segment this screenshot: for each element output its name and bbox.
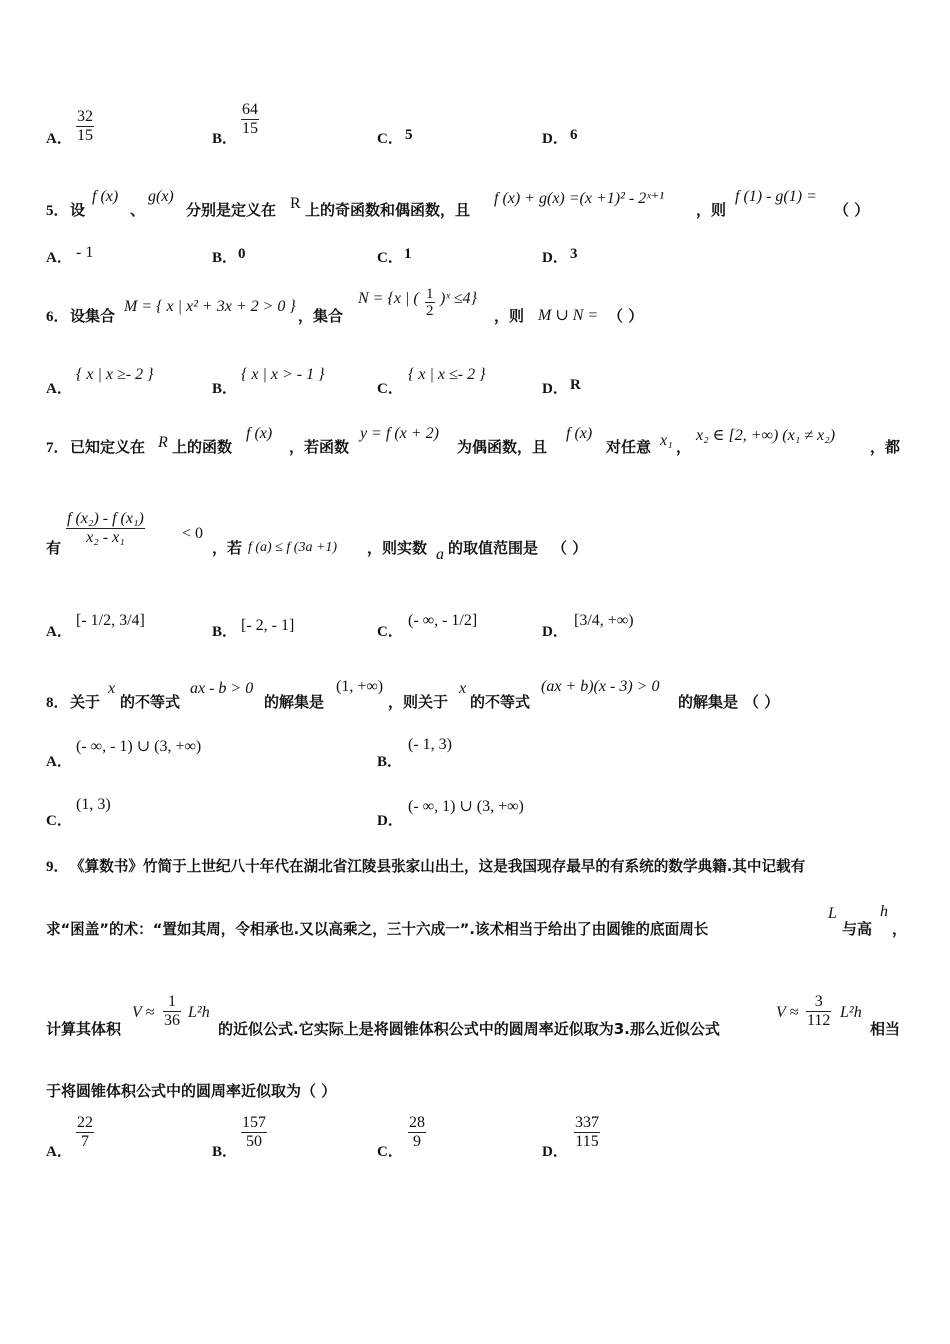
numerator: 64 (242, 101, 258, 118)
math-L: L (828, 905, 837, 922)
question-text: 的近似公式.它实际上是将圆锥体积公式中的圆周率近似取为3.那么近似公式 (218, 1020, 720, 1038)
numerator: 1 (426, 286, 434, 302)
numerator: 22 (77, 1114, 93, 1131)
option-a-label: A． (46, 754, 72, 770)
denominator: 115 (575, 1133, 599, 1150)
math-h: h (880, 903, 888, 920)
math-g: g(x) (148, 188, 174, 205)
math-equation: f (x) + g(x) =(x +1)² - 2ˣ⁺¹ (494, 190, 664, 207)
numerator: 337 (575, 1114, 599, 1131)
question-text: ， (676, 438, 692, 456)
denominator: 36 (164, 1012, 180, 1029)
option-c-label: C． (46, 813, 72, 829)
question-text: 对任意 (606, 438, 652, 456)
option-a-value: (- ∞, - 1) ∪ (3, +∞) (76, 738, 202, 755)
question-text: ，若 (212, 539, 243, 557)
question-text: ，则实数 (367, 539, 428, 557)
math-set-M: M = { x | x² + 3x + 2 > 0 } (124, 298, 296, 315)
option-b-label: B． (212, 624, 238, 640)
question-text: ，则 (696, 201, 727, 219)
option-b-value: (- 1, 3) (408, 736, 452, 753)
math-fraction-3-112 (806, 993, 831, 1030)
question-number: 7． (46, 440, 69, 456)
numerator: f (x₂) - f (x₁) (67, 510, 144, 527)
denominator: 9 (413, 1133, 421, 1150)
option-c-value: { x | x ≤- 2 } (408, 366, 486, 383)
option-c-value: (- ∞, - 1/2] (408, 612, 478, 629)
denominator: 15 (242, 120, 258, 137)
option-d-label: D． (542, 131, 568, 147)
option-a-label: A． (46, 1144, 72, 1160)
question-text: ，都 (870, 438, 901, 456)
answer-paren: （ ） (744, 693, 780, 711)
numerator: 32 (77, 108, 93, 125)
math-difference-quotient (66, 510, 145, 547)
option-c-label: C． (377, 624, 403, 640)
question-text: ，若函数 (289, 438, 350, 456)
option-c-value: (1, 3) (76, 796, 111, 813)
question-text: 设 (70, 201, 86, 219)
option-d-value: [3/4, +∞) (574, 612, 634, 629)
denominator: 15 (77, 127, 93, 144)
option-a-label: A． (46, 131, 72, 147)
math-R: R (158, 434, 168, 451)
option-c-label: C． (377, 250, 403, 266)
question-number: 9． (46, 859, 69, 875)
option-d-label: D． (542, 624, 568, 640)
math-y: y = f (x + 2) (360, 425, 439, 442)
question-text: 的解集是 (678, 693, 739, 711)
answer-paren: （ ） (608, 307, 644, 325)
math-fraction-half (425, 286, 435, 319)
question-text: 、 (130, 201, 146, 219)
numerator: 157 (242, 1114, 266, 1131)
option-b-value: [- 2, - 1] (241, 617, 295, 634)
math-x1: x₁ (660, 432, 673, 449)
math-f: f (x) (246, 425, 273, 442)
option-d-label: D． (377, 813, 403, 829)
answer-paren: （ ） (834, 201, 870, 219)
denominator: 50 (246, 1133, 262, 1150)
option-c-label: C． (377, 131, 403, 147)
question-text: 分别是定义在 (186, 201, 277, 219)
math-inequality: f (a) ≤ f (3a +1) (248, 540, 338, 555)
option-a-fraction (76, 108, 94, 145)
math-ask: f (1) - g(1) = (735, 188, 817, 205)
option-b-label: B． (212, 1144, 238, 1160)
question-text: ，则关于 (388, 693, 449, 711)
question-text: 相当 (870, 1020, 901, 1038)
option-d-value: R (570, 377, 581, 393)
denominator: 2 (426, 303, 434, 319)
denominator: 7 (81, 1133, 89, 1150)
option-d-label: D． (542, 1144, 568, 1160)
question-text: 计算其体积 (46, 1020, 122, 1038)
question-text: 于将圆锥体积公式中的圆周率近似取为（ ） (46, 1082, 337, 1100)
math-lt-zero: < 0 (182, 525, 204, 542)
question-text: 的不等式 (470, 693, 531, 711)
question-text: 有 (46, 539, 62, 557)
math-ask: M ∪ N = (538, 307, 599, 324)
question-text: 上的奇函数和偶函数，且 (305, 201, 471, 219)
numerator: 1 (168, 993, 176, 1010)
question-text: 求“囷盖”的术：“置如其周，令相承也.又以高乘之，三十六成一”.该术相当于给出了由圆锥的底面周长 (46, 921, 709, 938)
math-x: x (108, 680, 116, 697)
question-text: ，集合 (298, 307, 344, 325)
math-a: a (436, 546, 444, 563)
math-R: R (290, 195, 301, 212)
question-text: 《算数书》竹简于上世纪八十年代在湖北省江陵县张家山出土，这是我国现存最早的有系统的数学典籍.其中记载有 (70, 858, 806, 875)
math-solution-set: (1, +∞) (336, 678, 384, 695)
option-b-fraction (241, 101, 259, 138)
math-set-N-tail: )ˣ ≤4} (440, 290, 478, 307)
question-text: 为偶函数，且 (457, 438, 548, 456)
answer-paren: （ ） (552, 539, 588, 557)
math-f: f (x) (566, 425, 593, 442)
question-text: 与高 (842, 920, 873, 938)
math-approx: V ≈ (132, 1004, 155, 1021)
option-d-value: 6 (570, 127, 578, 143)
option-c-fraction (408, 1114, 426, 1151)
question-number: 6． (46, 309, 69, 325)
option-c-value: 1 (404, 246, 412, 262)
denominator: x₂ - x₁ (86, 529, 125, 546)
question-text: ， (892, 920, 908, 938)
option-c-label: C． (377, 381, 403, 397)
question-text: 关于 (70, 693, 101, 711)
math-approx: V ≈ (776, 1004, 799, 1021)
option-d-value: 3 (570, 246, 578, 262)
option-b-value: { x | x > - 1 } (241, 366, 325, 383)
question-text: 的取值范围是 (448, 539, 539, 557)
option-b-label: B． (212, 250, 238, 266)
math-x: x (459, 680, 467, 697)
math-fraction-1-36 (163, 993, 181, 1030)
option-d-label: D． (542, 250, 568, 266)
math-f: f (x) (92, 188, 119, 205)
question-text: ，则 (494, 307, 525, 325)
option-a-value: { x | x ≥- 2 } (76, 366, 154, 383)
math-L2h: L²h (840, 1004, 862, 1021)
option-b-value: 0 (238, 246, 246, 262)
option-d-label: D． (542, 381, 568, 397)
math-L2h: L²h (188, 1004, 210, 1021)
option-a-fraction (76, 1114, 94, 1151)
option-a-label: A． (46, 624, 72, 640)
numerator: 3 (814, 993, 823, 1010)
question-text: 已知定义在 (70, 438, 146, 456)
question-text: 的解集是 (264, 693, 325, 711)
option-b-label: B． (377, 754, 403, 770)
option-c-label: C． (377, 1144, 403, 1160)
option-b-label: B． (212, 381, 238, 397)
math-set-N: N = {x | ( (358, 290, 419, 307)
math-x2-domain: x₂ ∈ [2, +∞) (x₁ ≠ x₂) (696, 427, 836, 444)
option-a-value: [- 1/2, 3/4] (76, 612, 145, 629)
question-number: 5． (46, 203, 69, 219)
option-a-label: A． (46, 381, 72, 397)
question-text: 设集合 (70, 307, 116, 325)
option-b-fraction (241, 1114, 267, 1151)
numerator: 28 (409, 1114, 425, 1131)
option-c-value: 5 (405, 127, 413, 143)
math-inequality: (ax + b)(x - 3) > 0 (541, 678, 660, 695)
question-number: 8． (46, 695, 69, 711)
question-text: 的不等式 (120, 693, 181, 711)
option-b-label: B． (212, 131, 238, 147)
math-inequality: ax - b > 0 (190, 680, 254, 697)
option-a-label: A． (46, 250, 72, 266)
denominator: 112 (807, 1012, 831, 1029)
option-a-value: - 1 (76, 244, 94, 261)
question-text: 上的函数 (172, 438, 233, 456)
option-d-value: (- ∞, 1) ∪ (3, +∞) (408, 798, 524, 815)
option-d-fraction (574, 1114, 600, 1151)
